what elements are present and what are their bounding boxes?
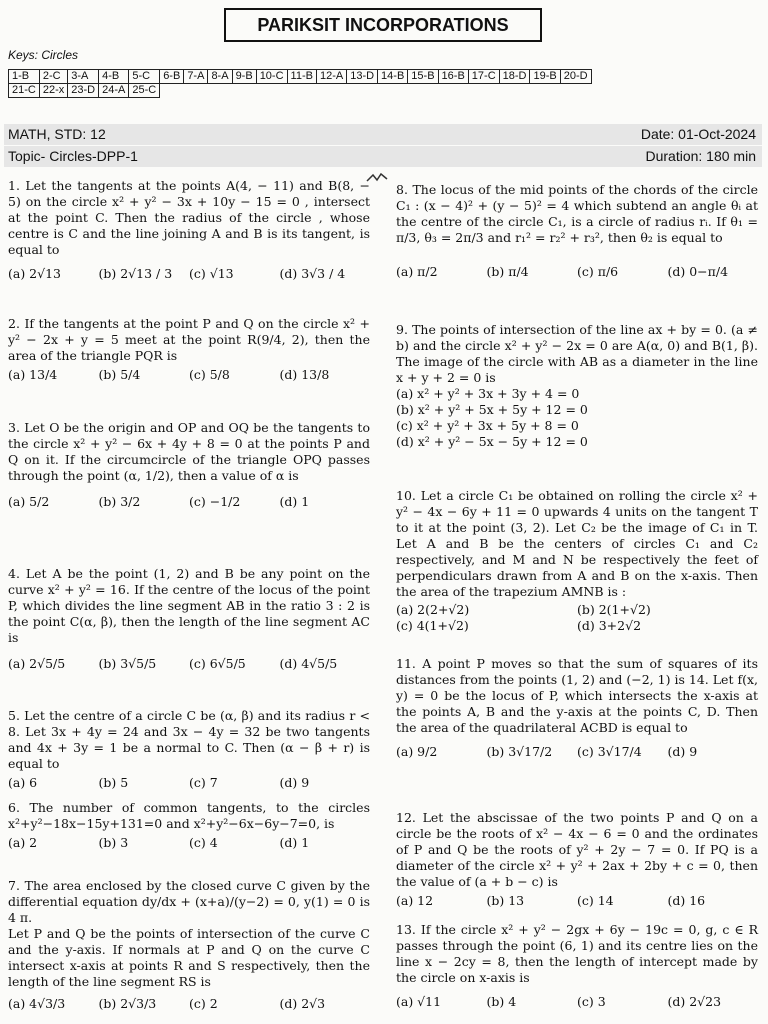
option-a: (a) 4√3/3 (8, 996, 66, 1011)
option-a: (a) 12 (396, 893, 434, 908)
key-cell: 20-D (560, 70, 591, 84)
question-4 (8, 566, 370, 672)
question-number: 13. (396, 922, 416, 937)
question-text: Let O be the origin and OP and OQ be the tangents to the circle x² + y² − 6x + 4y + 8 = 0 at the points P and Q on it. If the circumcircle of the triangle OPQ passes through the point (α, 1/2), then a value of α is (8, 420, 370, 483)
option-b: (b) 2√3/3 (98, 996, 157, 1011)
key-cell: 18-D (499, 70, 530, 84)
option-d: (d) 9 (667, 744, 698, 759)
key-cell: 4-B (99, 70, 129, 84)
question-11 (396, 656, 758, 760)
key-cell: 19-B (530, 70, 560, 84)
key-cell: 5-C (129, 70, 160, 84)
option-c: (c) 14 (577, 893, 614, 908)
company-title: PARIKSIT INCORPORATIONS (224, 8, 542, 42)
question-number: 11. (396, 656, 416, 671)
question-number: 2. (8, 316, 20, 331)
question-text: If the circle x² + y² − 2gx + 6y − 19c = 0, g, c ∈ R passes through the point (6, 1) and its centre lies on the line x − 2cy = 8, then the length of intercept made by the circle on x-axis is (396, 922, 758, 985)
option-b: (b) 3√5/5 (98, 656, 157, 671)
key-cell: 22-x (39, 84, 67, 98)
option-c: (c) 4(1+√2) (396, 618, 469, 633)
key-cell: 16-B (438, 70, 468, 84)
question-text: The locus of the mid points of the chords of the circle C₁ : (x − 4)² + (y − 5)² = 4 which subtend an angle θᵢ at the centre of the circle C₁, is a circle of radius rᵢ. If θ₁ = π/3, θ₃ = 2π/3 and r₁² = r₂² + r₃², then θ₂ is equal to (396, 182, 758, 245)
question-8 (396, 182, 758, 280)
option-a: (a) 13/4 (8, 367, 58, 382)
question-5 (8, 708, 370, 791)
key-cell: 21-C (9, 84, 40, 98)
option-d: (d) 2√3 (279, 996, 326, 1011)
question-12 (396, 810, 758, 909)
option-c: (c) 5/8 (189, 367, 230, 382)
duration-label: Duration: 180 min (645, 148, 756, 164)
question-6 (8, 800, 370, 851)
date-label: Date: 01-Oct-2024 (640, 126, 756, 142)
topic-label: Topic- Circles-DPP-1 (8, 148, 138, 164)
option-a: (a) 5/2 (8, 494, 50, 509)
info-bar-subject (4, 124, 762, 145)
question-10 (396, 488, 758, 634)
option-d: (d) 1 (279, 494, 310, 509)
option-d: (d) 4√5/5 (279, 656, 338, 671)
key-cell: 12-A (316, 70, 346, 84)
option-b: (b) 5 (98, 775, 129, 790)
question-number: 4. (8, 566, 20, 581)
question-2 (8, 316, 370, 383)
option-b: (b) 3 (98, 835, 129, 850)
option-c: (c) 2 (189, 996, 218, 1011)
key-cell: 23-D (68, 84, 99, 98)
question-9 (396, 322, 758, 450)
question-number: 6. (8, 800, 20, 815)
question-text: The number of common tangents, to the circles x²+y²−18x−15y+131=0 and x²+y²−6x−6y−7=0, is (8, 800, 370, 831)
option-c: (c) π/6 (577, 264, 619, 279)
option-a: (a) 2(2+√2) (396, 602, 470, 617)
option-d: (d) 13/8 (279, 367, 330, 382)
answer-key-table (8, 69, 592, 98)
question-7 (8, 878, 370, 1012)
question-number: 12. (396, 810, 416, 825)
key-cell: 8-A (208, 70, 232, 84)
key-cell: 24-A (99, 84, 129, 98)
option-d: (d) 16 (667, 893, 706, 908)
option-c: (c) 4 (189, 835, 218, 850)
option-a: (a) x² + y² + 3x + 3y + 4 = 0 (396, 386, 580, 401)
question-text: The points of intersection of the line ax + by = 0. (a ≠ b) and the circle x² + y² − 2x = 0 are A(α, 0) and B(1, β). The image of the circle with AB as a diameter in the line x + y + 2 = 0 is (396, 322, 758, 385)
option-c: (c) 3√17/4 (577, 744, 642, 759)
option-b: (b) 13 (486, 893, 525, 908)
info-bar-topic (4, 146, 762, 167)
question-number: 8. (396, 182, 408, 197)
question-number: 9. (396, 322, 408, 337)
option-b: (b) x² + y² + 5x + 5y + 12 = 0 (396, 402, 588, 417)
question-text: Let A be the point (1, 2) and B be any point on the curve x² + y² = 16. If the centre of the locus of the point P, which divides the line segment AB in the ratio 3 : 2 is the point C(α, β), then the length of the line segment AC is (8, 566, 370, 645)
option-a: (a) 9/2 (396, 744, 438, 759)
key-cell: 10-C (256, 70, 287, 84)
option-c: (c) x² + y² + 3x + 5y + 8 = 0 (396, 418, 579, 433)
option-b: (b) 2(1+√2) (577, 602, 651, 617)
option-c: (c) −1/2 (189, 494, 241, 509)
option-d: (d) 3+2√2 (577, 618, 642, 633)
question-text-continued: Let P and Q be the points of intersection of the curve C and the y-axis. If normals at P and Q on the curve C intersect x-axis at points R and S respectively, then the length of the line segment RS is (8, 926, 370, 989)
question-13 (396, 922, 758, 1010)
option-a: (a) 2√5/5 (8, 656, 66, 671)
question-text: A point P moves so that the sum of squares of its distances from the points (1, 2) and (−2, 1) is 14. Let f(x, y) = 0 be the locus of P, which intersects the x-axis at the points A, B and the y-axis at the points C, D. Then the area of the quadrilateral ACBD is equal to (396, 656, 758, 735)
option-a: (a) 6 (8, 775, 38, 790)
option-a: (a) π/2 (396, 264, 438, 279)
option-c: (c) 6√5/5 (189, 656, 246, 671)
key-cell: 7-A (184, 70, 208, 84)
option-c: (c) 3 (577, 994, 606, 1009)
question-text: If the tangents at the point P and Q on the circle x² + y² − 2x + y = 5 meet at the point R(9/4, 2), then the area of the triangle PQR is (8, 316, 370, 363)
question-text: Let the centre of a circle C be (α, β) and its radius r < 8. Let 3x + 4y = 24 and 3x − 4y = 32 be two tangents and 4x + 3y = 1 be a normal to C. Then (α − β + r) is equal to (8, 708, 370, 771)
key-cell: 11-B (287, 70, 316, 84)
key-cell: 9-B (232, 70, 256, 84)
option-d: (d) 3√3 / 4 (279, 266, 346, 281)
question-text: Let a circle C₁ be obtained on rolling the circle x² + y² − 4x − 6y + 11 = 0 upwards 4 units on the tangent T to it at the point (3, 2). Let C₂ be the image of C₁ in T. Let A and B be the centers of circles C₁ and C₂ respectively, and M and N be respectively the feet of perpendiculars drawn from A and B on the x-axis. Then the area of the trapezium AMNB is : (396, 488, 758, 599)
answer-key-row (9, 84, 592, 98)
option-c: (c) 7 (189, 775, 218, 790)
option-a: (a) √11 (396, 994, 442, 1009)
keys-label: Keys: Circles (8, 48, 79, 62)
option-b: (b) π/4 (486, 264, 529, 279)
option-a: (a) 2√13 (8, 266, 62, 281)
option-d: (d) 9 (279, 775, 310, 790)
question-number: 5. (8, 708, 20, 723)
answer-key-row (9, 70, 592, 84)
key-cell: 15-B (408, 70, 438, 84)
question-text: The area enclosed by the closed curve C given by the differential equation dy/dx + (x+a)/(y−2) = 0, y(1) = 0 is 4 π. (8, 878, 370, 925)
question-text: Let the abscissae of the two points P and Q on a circle be the roots of x² − 4x − 6 = 0 and the ordinates of P and Q be the roots of y² + 2y − 7 = 0. If PQ is a diameter of the circle x² + y² + 2ax + 2by + c = 0, then the value of (a + b − c) is (396, 810, 758, 889)
question-number: 1. (8, 178, 20, 193)
option-a: (a) 2 (8, 835, 38, 850)
key-cell: 14-B (378, 70, 408, 84)
key-cell: 25-C (129, 84, 160, 98)
option-b: (b) 4 (486, 994, 517, 1009)
option-d: (d) 2√23 (667, 994, 722, 1009)
option-b: (b) 5/4 (98, 367, 141, 382)
key-cell: 3-A (68, 70, 99, 84)
key-cell: 1-B (9, 70, 40, 84)
question-text: Let the tangents at the points A(4, − 11) and B(8, − 5) on the circle x² + y² − 3x + 10y − 15 = 0 , intersect at the point C. Then the radius of the circle , whose centre is C and the line joining A and B is its tangent, is equal to (8, 178, 370, 257)
question-3 (8, 420, 370, 510)
key-cell: 17-C (468, 70, 499, 84)
key-cell: 2-C (39, 70, 67, 84)
question-number: 7. (8, 878, 20, 893)
question-number: 10. (396, 488, 416, 503)
option-d: (d) x² + y² − 5x − 5y + 12 = 0 (396, 434, 588, 449)
option-b: (b) 3√17/2 (486, 744, 553, 759)
subject-label: MATH, STD: 12 (8, 126, 106, 142)
key-cell: 13-D (347, 70, 378, 84)
option-b: (b) 3/2 (98, 494, 141, 509)
option-b: (b) 2√13 / 3 (98, 266, 173, 281)
question-1 (8, 178, 370, 282)
key-cell: 6-B (160, 70, 184, 84)
option-d: (d) 1 (279, 835, 310, 850)
option-c: (c) √13 (189, 266, 234, 281)
option-d: (d) 0−π/4 (667, 264, 729, 279)
question-number: 3. (8, 420, 20, 435)
